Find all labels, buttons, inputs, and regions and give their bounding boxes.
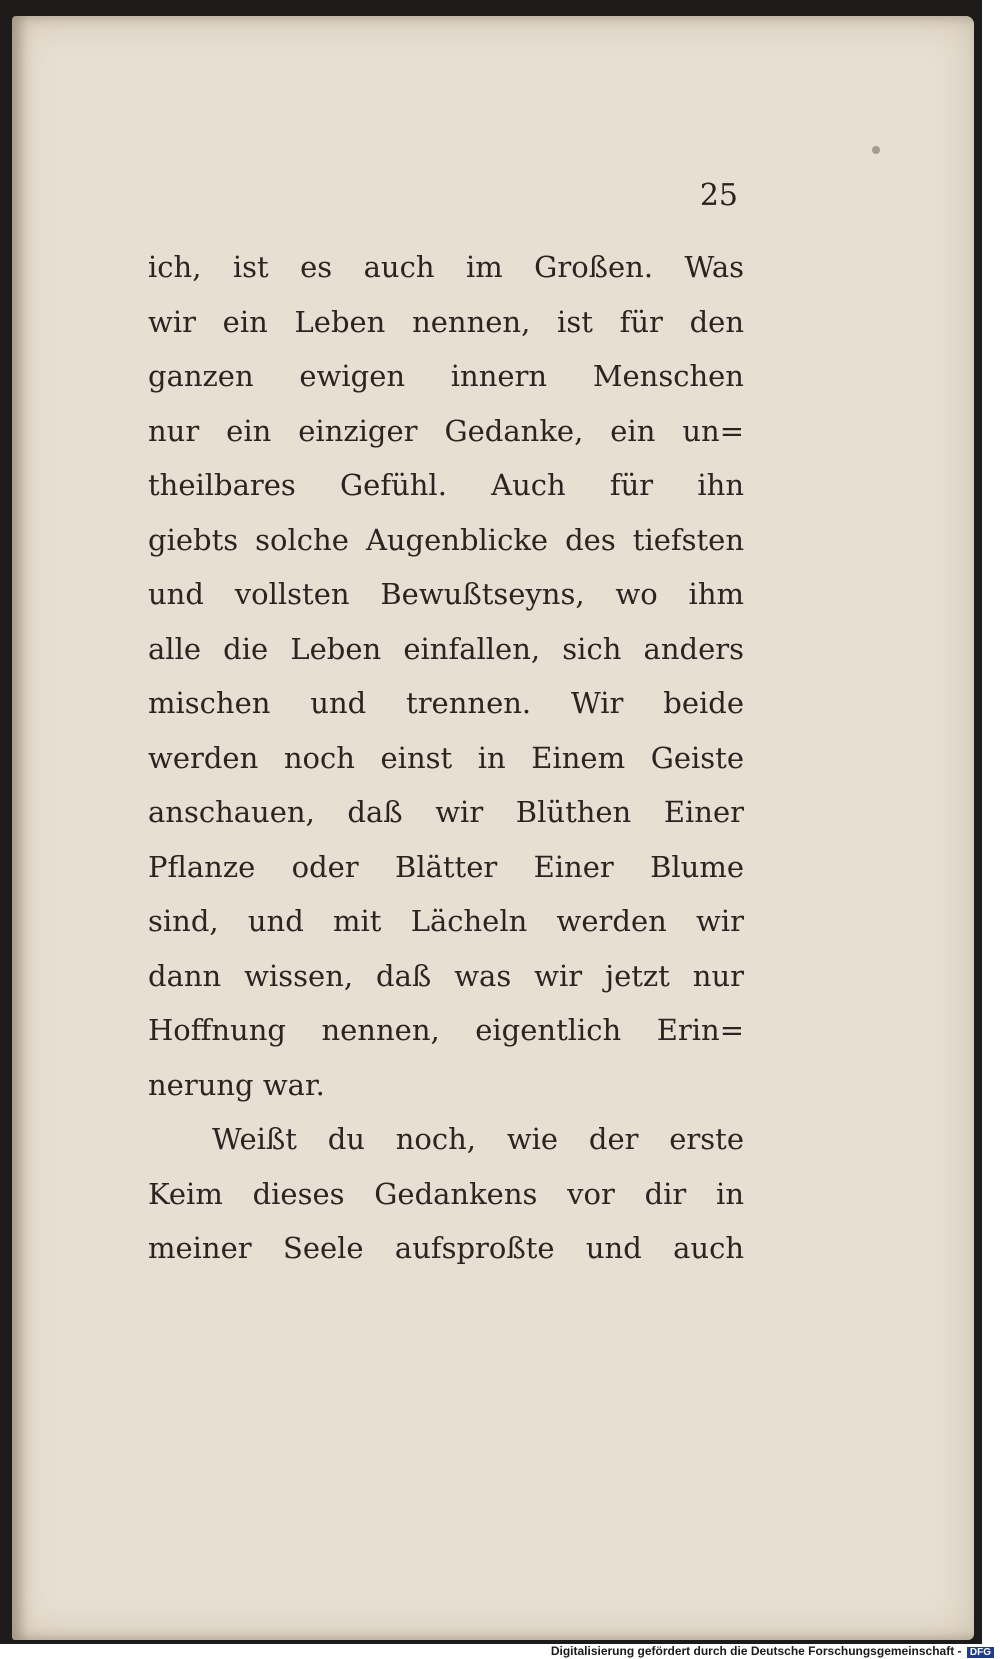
dfg-logo: DFG [967, 1647, 994, 1658]
text-line: Keim dieses Gedankens vor dir in [148, 1176, 744, 1211]
body-text [148, 240, 744, 1276]
text-line: ganzen ewigen innern Menschen [148, 359, 744, 393]
text-line: ich, ist es auch im Großen. Was [148, 250, 744, 284]
text-line: und vollsten Bewußtseyns, wo ihm [148, 577, 744, 611]
text-line: anschauen, daß wir Blüthen Einer [148, 795, 744, 829]
text-line: wir ein Leben nennen, ist für den [148, 304, 744, 339]
page-number: 25 [699, 178, 738, 213]
text-line: sind, und mit Lächeln werden wir [148, 904, 744, 938]
digitization-credit [551, 1644, 994, 1658]
paper-spot [872, 146, 880, 154]
text-line: nerung war. [148, 1067, 325, 1102]
text-line: theilbares Gefühl. Auch für ihn [148, 468, 744, 502]
text-line: werden noch einst in Einem Geiste [148, 740, 744, 775]
text-line: meiner Seele aufsproßte und auch [148, 1231, 744, 1265]
text-line: alle die Leben einfallen, sich anders [148, 631, 744, 666]
text-line: Hoffnung nennen, eigentlich Erin= [148, 1013, 744, 1047]
text-line: giebts solche Augenblicke des tiefsten [148, 522, 744, 557]
credit-text: Digitalisierung gefördert durch die Deutsche Forschungsgemeinschaft - [550, 1644, 962, 1658]
text-line: Pflanze oder Blätter Einer Blume [148, 849, 744, 884]
text-line: nur ein einziger Gedanke, ein un= [148, 413, 744, 448]
text-line: mischen und trennen. Wir beide [148, 686, 744, 720]
text-line: Weißt du noch, wie der erste [212, 1122, 744, 1156]
text-line: dann wissen, daß was wir jetzt nur [148, 958, 744, 993]
